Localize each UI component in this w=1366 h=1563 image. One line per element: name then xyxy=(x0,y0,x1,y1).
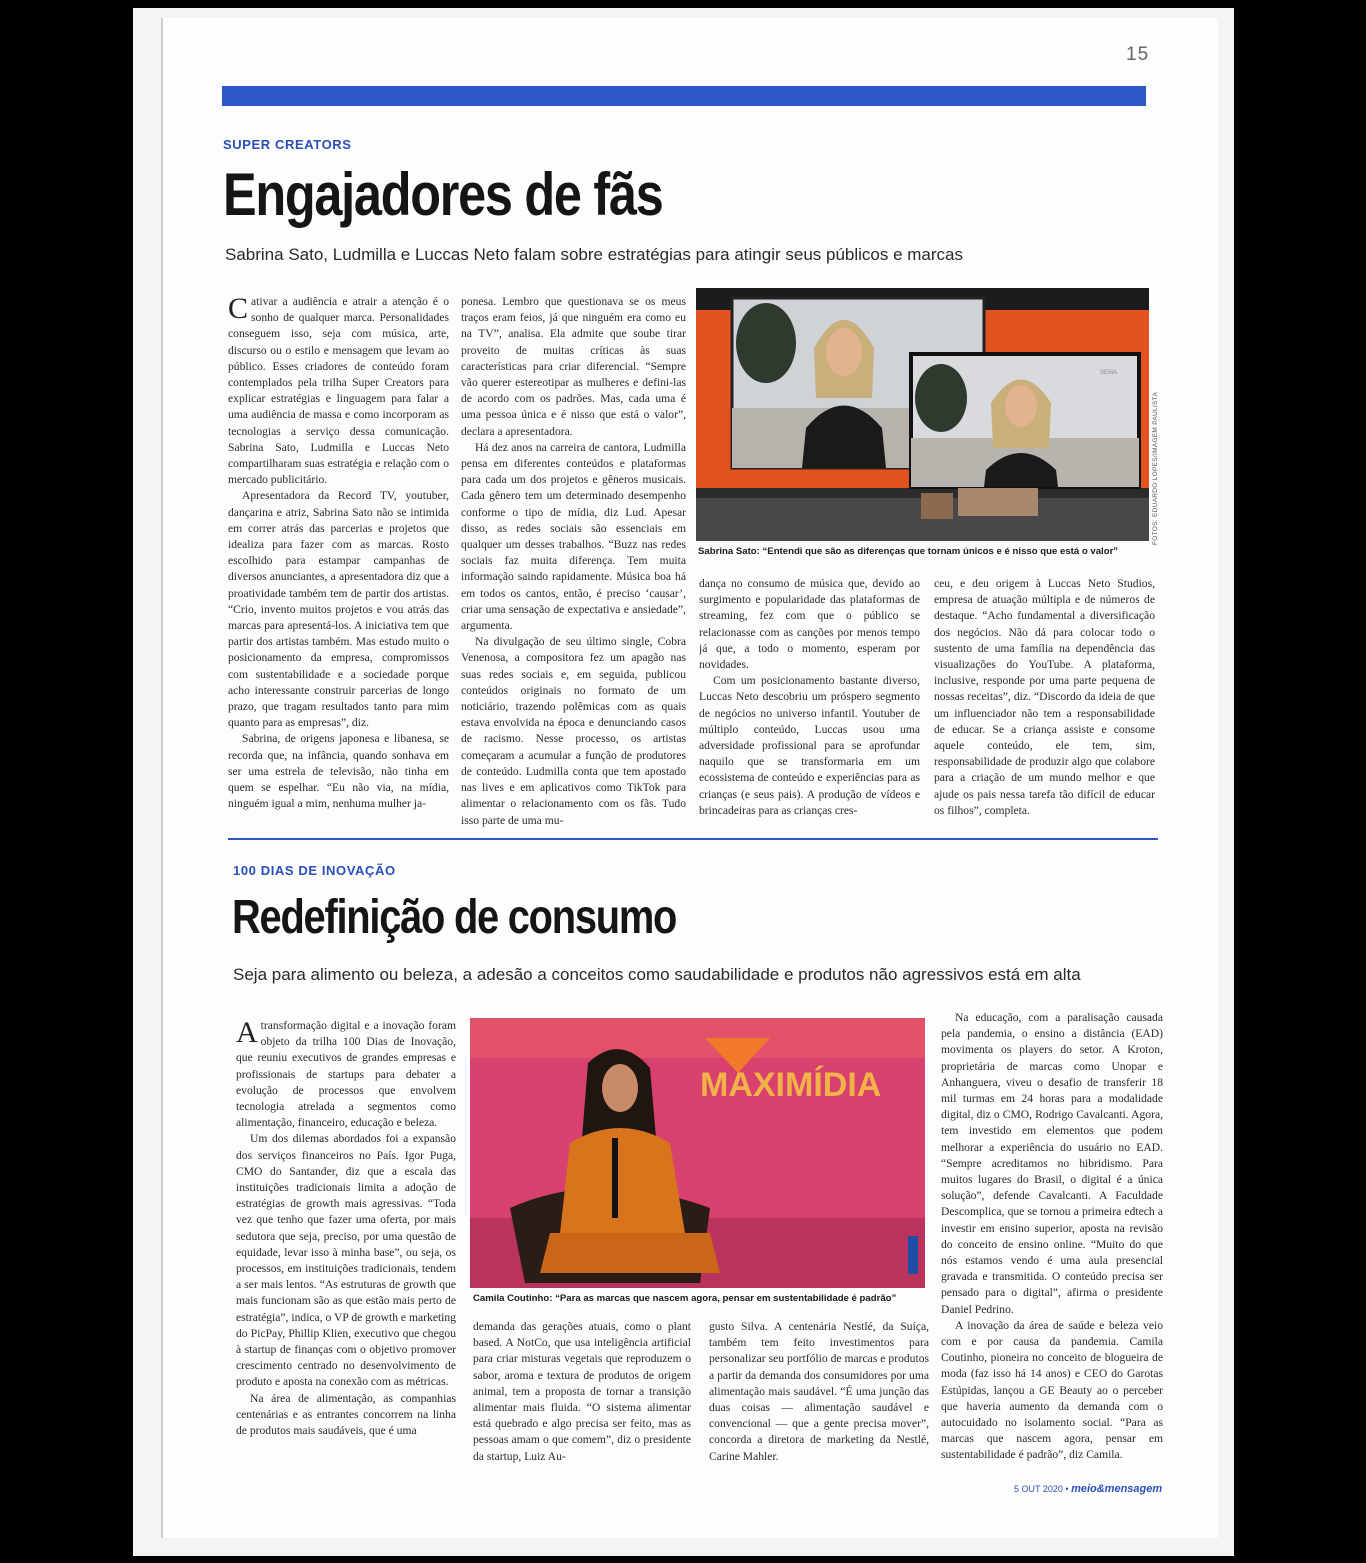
article1-column-1 xyxy=(228,294,449,828)
paragraph: ceu, e deu origem à Luccas Neto Studios, empresa de atuação múltipla e de números de destaque. “Acho fundamental a diversificação dos negócios. Não dá para colocar todo o sustento de uma família na dependência das visualizações do YouTube. A plataforma, inclusive, responde por uma parte pequena de nossas receitas”, diz. “Discordo da ideia de que um influenciador não tem a responsabilidade de educar. Se a criança assiste e consome aquele conteúdo, ele tem, sim, responsabilidade de produzir algo que colabore para a criação de um mundo melhor e que ajude os pais nessa tarefa tão difícil de educar os filhos”, completa. xyxy=(934,577,1155,817)
paragraph: Na área de alimentação, as companhias centenárias e as entrantes concorrem na linha de produtos mais saudáveis, que é uma xyxy=(236,1391,456,1438)
top-accent-bar xyxy=(222,86,1146,106)
publication-brand: meio&mensagem xyxy=(1071,1483,1163,1495)
paragraph: dança no consumo de música que, devido ao surgimento e popularidade das plataformas de streaming, fez com que o público se relacionasse com as canções por menos tempo já que, a todo o momento, esperam por novidades. xyxy=(699,577,920,672)
article2-column-1 xyxy=(236,1018,456,1470)
drop-cap: C xyxy=(228,294,249,325)
backdrop-text: MAXIMÍDIA xyxy=(700,1066,882,1104)
paragraph: Na divulgação de seu último single, Cobra Venenosa, a compositora fez um apagão nas suas redes sociais e, em seguida, publicou conteúdos originais no formato de um noticiário, trazendo polêmicas com as quais estava envolvida na época e denunciando casos de racismo. Nesse processo, os artistas começaram a acumular a função de produtores de conteúdo. Ludmilla conta que tem apostado nas lives e em aplicativos como TikTok para alimentar o relacionamento com os fãs. Tudo isso parte de uma mu- xyxy=(461,635,686,827)
paragraph: Há dez anos na carreira de cantora, Ludmilla pensa em diferentes conteúdos e plataformas para cada um dos projetos e gêneros musicais. Cada gênero tem um determinado desempenho conforme o tipo de mídia, diz Lud. Apesar disso, as redes sociais são essenciais em qualquer um desses trabalhos. “Buzz nas redes sociais faz muita diferença. Tem muita informação saindo rapidamente. Música boa há em todos os cantos, então, é preciso ‘causar’, criar uma sensação de expectativa e ansiedade”, argumenta. xyxy=(461,440,686,633)
paragraph: Na educação, com a paralisação causada pela pandemia, o ensino a distância (EAD) movimenta os players do setor. A Kroton, proprietária de marcas como Unopar e Anhanguera, viveu o desafio de transferir 18 mil turmas em 24 horas para a modalidade digital, diz o CMO, Rodrigo Cavalcanti. Agora, tem investido em elementos que podem melhorar a experiência do usuário no EAD. “Sempre acreditamos no hibridismo. Para muitos lugares do Brasil, o digital é a única solução”, defende Cavalcanti. A Faculdade Descomplica, que se tornou a primeira edtech a investir em ensino superior, aposta na revisão do conceito de ensino online. “Muito do que nós estamos vendo é uma aula presencial gravada e transmitida. O conteúdo precisa ser pensado para o digital”, afirma o presidente Daniel Pedrino. xyxy=(941,1011,1163,1316)
paragraph: Apresentadora da Record TV, youtuber, dançarina e atriz, Sabrina Sato não se intimida em correr atrás das parcerias e projetos que idealiza para fazer com as marcas. Rosto escolhido para estampar campanhas de diversos anunciantes, a apresentadora diz que a proatividade também tem de partir dos artistas. “Crio, invento muitos projetos e vou atrás das marcas para apresentá-los. A iniciativa tem que partir dos artistas também. Mas estudo muito o posicionamento da empresa, compromissos com sustentabilidade e a sociedade porque acho interessante construir parcerias de longo prazo, que tragam resultados tanto para mim quanto para as empresas”, diz. xyxy=(228,489,449,730)
section-divider xyxy=(228,838,1158,840)
article2-deck: Seja para alimento ou beleza, a adesão a conceitos como saudabilidade e produtos não agressivos está em alta xyxy=(233,965,1081,984)
page-footer xyxy=(1014,1483,1162,1495)
sabrina-sato-photo xyxy=(696,288,1149,541)
issue-date: 5 OUT 2020 xyxy=(1014,1484,1063,1494)
paragraph: gusto Silva. A centenária Nestlé, da Suíça, também tem feito investimentos para personalizar seu portfólio de marcas e produtos a partir da demanda dos consumidores por uma alimentação mais saudável. “É uma junção das duas coisas — alimentação saudável e convencional — que a gente precisa mover”, concorda a diretora de marketing da Nestlé, Carine Mahler. xyxy=(709,1320,929,1463)
footer-separator: • xyxy=(1065,1484,1069,1494)
paragraph: demanda das gerações atuais, como o plant based. A NotCo, que usa inteligência artificial para criar misturas vegetais que reproduzem o sabor, aroma e textura de produtos de origem animal, tem a proposta de tornar a transição alimentar mais fluida. “O sistema alimentar está quebrado e algo precisa ser feito, mas as pessoas amam o que comem”, diz o presidente da startup, Luiz Au- xyxy=(473,1320,691,1463)
paragraph: Com um posicionamento bastante diverso, Luccas Neto descobriu um próspero segmento de negócios no universo infantil. Youtuber de múltiplo conteúdo, Luccas usou uma adversidade profissional para se aprofundar naquilo que se transformaria em um ecossistema de conteúdo e experiências para as crianças (e seus pais). A produção de vídeos e brincadeiras para as crianças cres- xyxy=(699,674,920,817)
paragraph: Um dos dilemas abordados foi a expansão dos serviços financeiros no País. Igor Puga, CMO do Santander, diz que a escala das instituições tradicionais limita a adoção de estratégias de growth mais agressivas. “Toda vez que tenho que fazer uma oferta, por mais sedutora que seja, preciso, por uma questão de equidade, levar isso à minha base”, ou seja, os processos, em instituições tradicionais, tendem a ser mais lentos. “As estruturas de growth que mais funcionam são as que estão mais perto de estratégia”, indica, o VP de growth e marketing do PicPay, Phillip Klien, executivo que chegou à startup de finanças com o objetivo promover crescimento centrado no desenvolvimento de produto e aposta na conexão com as métricas. xyxy=(236,1132,456,1389)
article2-photo-caption: Camila Coutinho: “Para as marcas que nascem agora, pensar em sustentabilidade é padrão” xyxy=(473,1293,897,1304)
paragraph: Cativar a audiência e atrair a atenção é o sonho de qualquer marca. Personalidades conseguem isso, seja com música, arte, discurso ou o estilo e mensagem que levam ao público. Esses criadores de conteúdo foram contemplados pela trilha Super Creators para explicar estratégias e linguagem para falar a uma audiência de massa e como incorporam as tecnologias a serviço dessa comunicação. Sabrina Sato, Ludmilla e Luccas Neto compartilharam suas estratégia e relação com o mercado publicitário. xyxy=(228,294,449,487)
article2-column-2 xyxy=(473,1319,691,1469)
article1-photo-caption: Sabrina Sato: “Entendi que são as diferenças que tornam únicos e é nisso que está o valor” xyxy=(698,546,1119,557)
article2-column-3 xyxy=(709,1319,929,1469)
article1-column-3 xyxy=(699,576,920,828)
screen-label: SEMA xyxy=(1100,370,1118,376)
paragraph: Sabrina, de origens japonesa e libanesa, se recorda que, na infância, quando sonhava em ser uma estrela de televisão, não tinha em quem se espelhar. “Eu não via, na mídia, ninguém igual a mim, nenhuma mulher ja- xyxy=(228,732,449,811)
paragraph: ponesa. Lembro que questionava se os meus traços eram feios, já que ninguém era como eu na TV”, analisa. Ela admite que soube tirar proveito de muitas críticas às suas características para criar diferencial. “Sempre vão querer estereotipar as mulheres e defini-las de acordo com os padrões. Mas, cada uma é uma pessoa única e é nisso que está o valor”, declara a apresentadora. xyxy=(461,295,686,438)
article1-column-4 xyxy=(934,576,1155,828)
article1-headline: Engajadores de fãs xyxy=(223,161,663,228)
camila-coutinho-photo xyxy=(470,1018,925,1288)
article2-kicker: 100 DIAS DE INOVAÇÃO xyxy=(233,863,396,878)
article2-headline: Redefinição de consumo xyxy=(232,891,677,944)
paragraph: Atransformação digital e a inovação foram objeto da trilha 100 Dias de Inovação, que reuniu executivos de grandes empresas e profissionais de startups para debater a evolução de processos que envolvem tecnologia atrelada a segmentos como alimentação, financeiro, educação e beleza. xyxy=(236,1018,456,1130)
drop-cap: A xyxy=(236,1018,258,1049)
article1-column-2 xyxy=(461,294,686,828)
paragraph: A inovação da área de saúde e beleza veio com e por causa da pandemia. Camila Coutinho, pioneira no conceito de blogueira de moda (faz isso há 14 anos) e CEO do Garotas Estúpidas, lançou a GE Beauty ao o perceber que haveria aumento da demanda com o autocuidado no isolamento social. “Para as marcas que nascem agora, pensar em sustentabilidade é padrão”, diz Camila. xyxy=(941,1318,1163,1462)
article1-deck: Sabrina Sato, Ludmilla e Luccas Neto falam sobre estratégias para atingir seus públicos e marcas xyxy=(225,245,963,264)
page-number: 15 xyxy=(1126,44,1150,65)
photo-credit: FOTOS: EDUARDO LOPES/IMAGEM PAULISTA xyxy=(1152,391,1159,545)
article1-kicker: SUPER CREATORS xyxy=(223,137,352,152)
article2-column-4 xyxy=(941,1010,1163,1470)
